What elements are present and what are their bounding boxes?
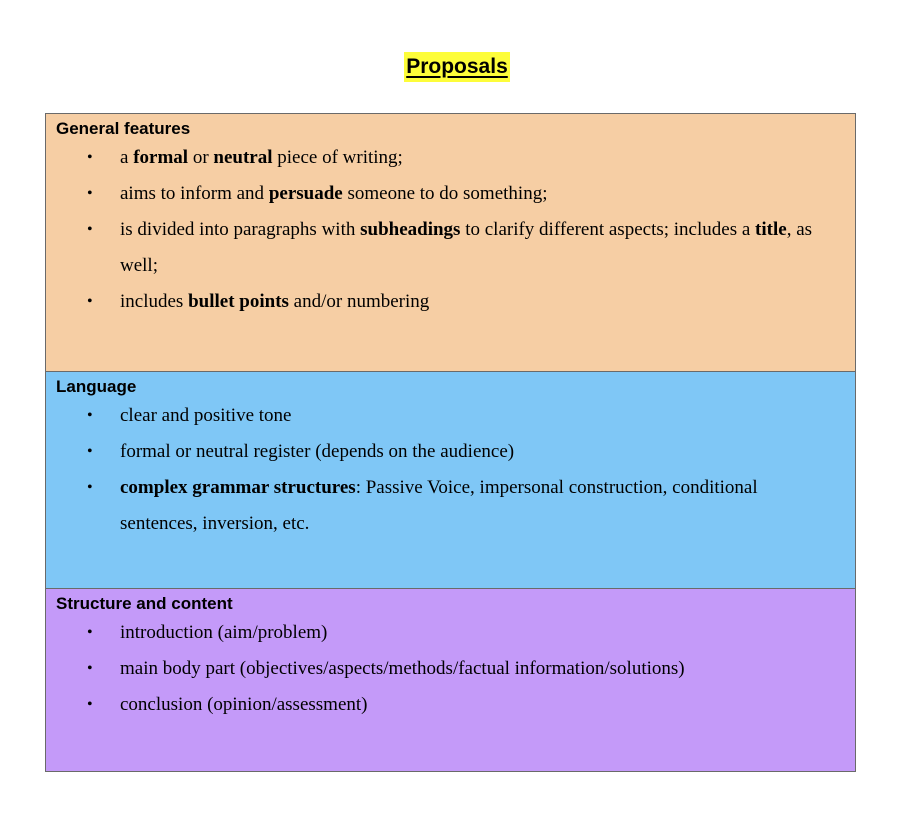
text-run: introduction (aim/problem) xyxy=(120,622,328,643)
bullet-icon: • xyxy=(87,696,93,713)
bold-text-run: neutral xyxy=(213,147,273,168)
section-list xyxy=(46,398,855,542)
bullet-icon: • xyxy=(87,293,93,310)
bullet-item xyxy=(46,470,855,542)
section-heading: Structure and content xyxy=(56,594,233,613)
bullet-item xyxy=(46,687,855,723)
text-run: main body part (objectives/aspects/methods/factual information/solutions) xyxy=(120,658,685,679)
text-run: conclusion (opinion/assessment) xyxy=(120,694,368,715)
bold-text-run: subheadings xyxy=(360,219,461,240)
text-run: clear and positive tone xyxy=(120,405,292,426)
bullet-item xyxy=(46,284,855,320)
text-run: a xyxy=(120,147,134,168)
text-run: someone to do something; xyxy=(342,183,548,204)
text-run: or xyxy=(188,147,214,168)
bold-text-run: complex grammar structures xyxy=(120,477,356,498)
bullet-icon: • xyxy=(87,407,93,424)
bold-text-run: formal xyxy=(133,147,189,168)
bullet-icon: • xyxy=(87,443,93,460)
bullet-icon: • xyxy=(87,624,93,641)
text-run: is divided into paragraphs with xyxy=(120,219,361,240)
section-heading: Language xyxy=(56,377,137,396)
bold-text-run: persuade xyxy=(268,183,343,204)
bullet-icon: • xyxy=(87,479,93,496)
bold-text-run: bullet points xyxy=(188,291,289,312)
text-run: to clarify different aspects; includes a xyxy=(460,219,756,240)
bullet-item xyxy=(46,434,855,470)
section-list xyxy=(46,140,855,320)
bold-text-run: title xyxy=(755,219,787,240)
text-run: , as well; xyxy=(120,219,813,276)
section-language xyxy=(46,371,855,588)
bullet-icon: • xyxy=(87,185,93,202)
bullet-item xyxy=(46,398,855,434)
section-list xyxy=(46,615,855,723)
bullet-icon: • xyxy=(87,221,93,238)
section-general-features xyxy=(46,114,855,371)
document-title: Proposals xyxy=(404,52,510,82)
text-run: piece of writing; xyxy=(272,147,403,168)
bullet-item xyxy=(46,140,855,176)
text-run: aims to inform and xyxy=(120,183,269,204)
text-run: formal or neutral register (depends on the audience) xyxy=(120,441,515,462)
bullet-icon: • xyxy=(87,660,93,677)
bullet-icon: • xyxy=(87,149,93,166)
proposal-sections-table xyxy=(45,113,856,772)
text-run: : Passive Voice, impersonal construction, conditional sentences, inversion, etc. xyxy=(120,477,758,534)
bullet-item xyxy=(46,615,855,651)
section-structure-content xyxy=(46,588,855,771)
bullet-item xyxy=(46,176,855,212)
text-run: includes xyxy=(120,291,189,312)
text-run: and/or numbering xyxy=(288,291,430,312)
title-wrapper xyxy=(0,52,914,82)
bullet-item xyxy=(46,212,855,284)
section-heading: General features xyxy=(56,119,191,138)
bullet-item xyxy=(46,651,855,687)
